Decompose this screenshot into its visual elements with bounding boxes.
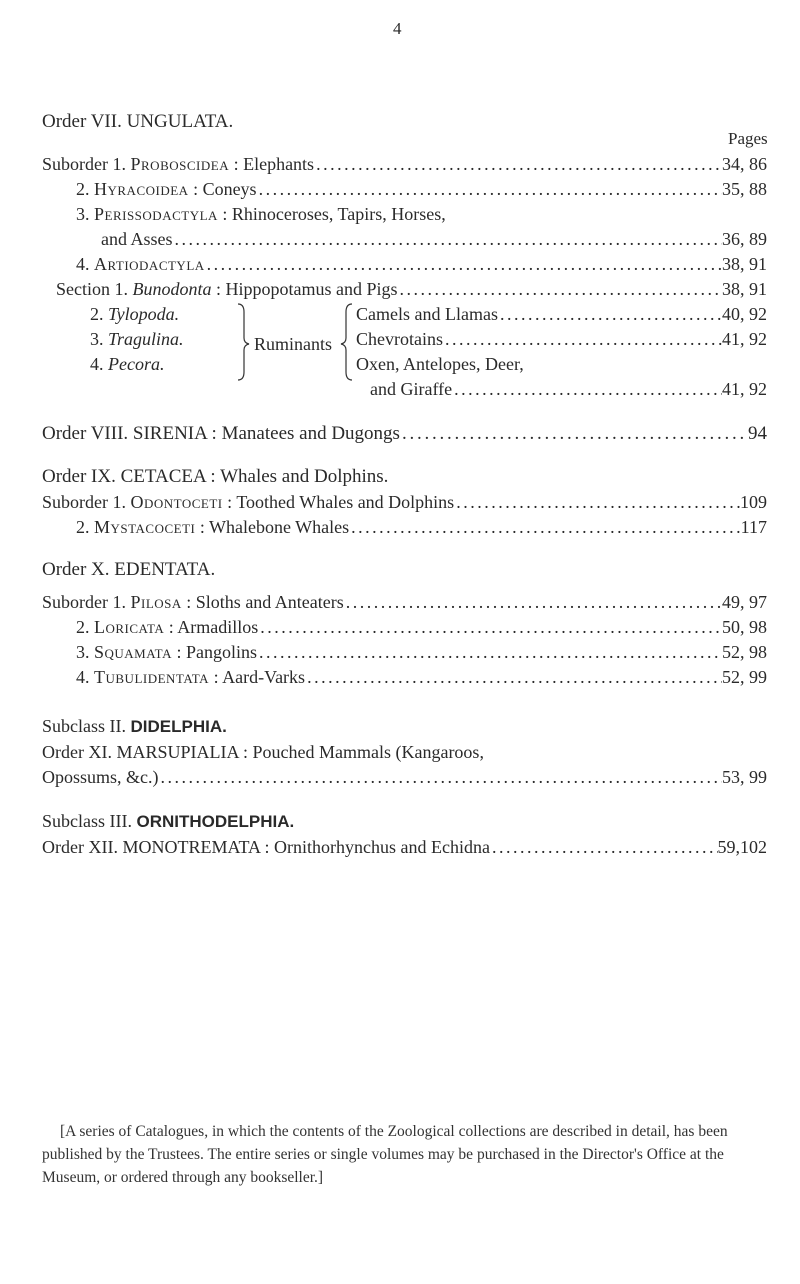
entry-number: Suborder 1. [42, 492, 126, 512]
toc-entry-bunodonta [56, 280, 767, 298]
entry-name: Mystacoceti [94, 517, 196, 537]
ruminants-label: Ruminants [254, 334, 333, 354]
entry-description: : Elephants [233, 154, 315, 174]
page-number: 4 [393, 19, 402, 38]
entry-number: 3. [90, 329, 104, 349]
section-4-pecora [90, 355, 164, 373]
order-11-line2 [42, 768, 767, 786]
order-9-heading: Order IX. CETACEA : Whales and Dolphins. [42, 466, 389, 487]
toc-entry-proboscidea [42, 155, 767, 173]
dot-leader [173, 230, 723, 248]
toc-entry-chevrotains [356, 330, 767, 348]
entry-description: : Toothed Whales and Dolphins [227, 492, 455, 512]
entry-description: : Whalebone Whales [199, 517, 350, 537]
dot-leader [400, 424, 748, 443]
dot-leader [205, 255, 722, 273]
dot-leader [349, 518, 741, 536]
entry-description: : Aard-Varks [213, 667, 306, 687]
dot-leader [305, 668, 722, 686]
entry-pages: 50, 98 [722, 617, 767, 637]
entry-name: Bunodonta [132, 279, 212, 299]
entry-number: 4. [90, 354, 104, 374]
dot-leader [344, 593, 722, 611]
entry-name: Odontoceti [130, 492, 223, 512]
entry-name: Pecora. [108, 354, 165, 374]
entry-name: Squamata [94, 642, 172, 662]
entry-name: Proboscidea [130, 154, 230, 174]
entry-number: Suborder 1. [42, 154, 126, 174]
entry-name: Hyracoidea [94, 179, 189, 199]
toc-entry-artiodactyla [76, 255, 767, 273]
entry-name: Tylopoda. [108, 304, 180, 324]
entry-pages: 53, 99 [722, 767, 767, 787]
entry-pages: 59,102 [717, 837, 767, 857]
section-3-tragulina [90, 330, 184, 348]
dot-leader [257, 643, 722, 661]
entry-number: 3. [76, 642, 90, 662]
pages-column-header: Pages [728, 129, 768, 148]
left-brace [236, 302, 254, 382]
entry-name: Perissodactyla [94, 204, 218, 224]
toc-entry-oxen-line1: Oxen, Antelopes, Deer, [356, 354, 524, 374]
dot-leader [398, 280, 722, 298]
entry-number: 3. [76, 204, 90, 224]
entry-description-continued: and Asses [101, 229, 173, 249]
entry-description: Chevrotains [356, 329, 443, 349]
entry-description: : Armadillos [168, 617, 259, 637]
dot-leader [443, 330, 722, 348]
entry-pages: 117 [740, 517, 767, 537]
entry-number: 2. [76, 517, 90, 537]
subclass-label: Subclass II. [42, 716, 126, 736]
subclass-2-heading [42, 717, 227, 735]
entry-pages: 52, 98 [722, 642, 767, 662]
entry-number: Suborder 1. [42, 592, 126, 612]
entry-description: Order XII. MONOTREMATA : Ornithorhynchus and Echidna [42, 837, 490, 857]
entry-name: Tubulidentata [94, 667, 210, 687]
entry-pages: 41, 92 [722, 329, 767, 349]
dot-leader [452, 380, 722, 398]
entry-number: 2. [90, 304, 104, 324]
right-brace [336, 302, 354, 382]
toc-entry-mystacoceti [76, 518, 767, 536]
dot-leader [159, 768, 723, 786]
dot-leader [314, 155, 722, 173]
entry-pages: 38, 91 [722, 279, 767, 299]
subclass-label: Subclass III. [42, 811, 132, 831]
entry-pages: 35, 88 [722, 179, 767, 199]
entry-pages: 40, 92 [722, 304, 767, 324]
catalogue-note: [A series of Catalogues, in which the contents of the Zoological collections are described in detail, has been published by the Trustees. The entire series or single volumes may be purchased in the Director's Office at the Museum, or ordered through any bookseller.] [42, 1123, 728, 1186]
dot-leader [454, 493, 740, 511]
entry-name: Loricata [94, 617, 165, 637]
entry-name: Artiodactyla [94, 254, 205, 274]
toc-entry-pilosa [42, 593, 767, 611]
entry-description: : Coneys [193, 179, 257, 199]
order-11-line1: Order XI. MARSUPIALIA : Pouched Mammals (Kangaroos, [42, 742, 484, 762]
dot-leader [490, 838, 718, 856]
entry-name: Pilosa [130, 592, 182, 612]
toc-entry-tubulidentata [76, 668, 767, 686]
entry-description: Camels and Llamas [356, 304, 498, 324]
toc-entry-camels [356, 305, 767, 323]
entry-number: Section 1. [56, 279, 128, 299]
entry-pages: 38, 91 [722, 254, 767, 274]
entry-description: : Hippopotamus and Pigs [216, 279, 398, 299]
dot-leader [257, 180, 722, 198]
order-8-heading: Order VIII. SIRENIA : Manatees and Dugongs [42, 423, 400, 444]
entry-pages: 41, 92 [722, 379, 767, 399]
entry-name: Tragulina. [108, 329, 184, 349]
entry-pages: 109 [740, 492, 767, 512]
entry-number: 4. [76, 667, 90, 687]
toc-entry-sirenia [42, 424, 767, 443]
entry-description: : Rhinoceroses, Tapirs, Horses, [222, 204, 446, 224]
section-2-tylopoda [90, 305, 179, 323]
dot-leader [498, 305, 722, 323]
toc-entry-perissodactyla-line1 [76, 205, 446, 223]
subclass-name: ORNITHODELPHIA. [136, 812, 295, 831]
entry-description: : Sloths and Anteaters [186, 592, 344, 612]
toc-entry-oxen-line2 [370, 380, 767, 398]
toc-entry-odontoceti [42, 493, 767, 511]
entry-pages: 94 [748, 423, 767, 444]
order-7-heading: Order VII. UNGULATA. [42, 111, 234, 132]
order-10-heading: Order X. EDENTATA. [42, 559, 216, 580]
entry-description-continued: and Giraffe [370, 379, 453, 399]
subclass-name: DIDELPHIA. [130, 717, 227, 736]
entry-number: 2. [76, 179, 90, 199]
order-12-entry [42, 838, 767, 856]
entry-description-continued: Opossums, &c.) [42, 767, 159, 787]
entry-pages: 52, 99 [722, 667, 767, 687]
entry-number: 2. [76, 617, 90, 637]
entry-pages: 36, 89 [722, 229, 767, 249]
toc-entry-perissodactyla-line2 [101, 230, 767, 248]
toc-entry-loricata [76, 618, 767, 636]
entry-number: 4. [76, 254, 90, 274]
subclass-3-heading [42, 812, 294, 830]
toc-entry-hyracoidea [76, 180, 767, 198]
entry-pages: 34, 86 [722, 154, 767, 174]
toc-entry-squamata [76, 643, 767, 661]
entry-description: : Pangolins [176, 642, 257, 662]
dot-leader [258, 618, 722, 636]
entry-pages: 49, 97 [722, 592, 767, 612]
